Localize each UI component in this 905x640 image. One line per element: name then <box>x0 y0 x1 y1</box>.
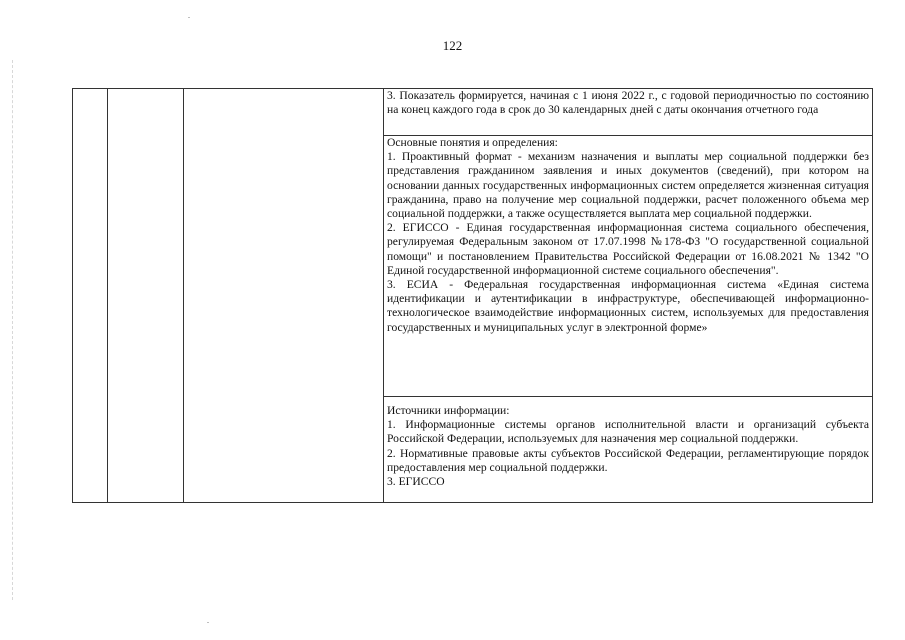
periodicity-text: 3. Показатель формируется, начиная с 1 июня 2022 г., с годовой периодичностью по состоянию на конец каждого года в срок до 30 календарных дней с даты окончания отчетного года <box>387 89 869 117</box>
table-cell-col2 <box>108 89 184 503</box>
page-number: 122 <box>442 38 463 53</box>
definitions-heading: Основные понятия и определения: <box>387 136 558 149</box>
table-cell-col1 <box>73 89 108 503</box>
source-item-systems: 1. Информационные системы органов исполнительной власти и организаций субъекта Российской Федерации, используемых для назначения мер социальной поддержки. <box>387 418 869 446</box>
sources-heading: Источники информации: <box>387 404 510 417</box>
source-item-legal-acts: 2. Нормативные правовые акты субъектов Российской Федерации, регламентирующие порядок предоставления мер социальной поддержки. <box>387 446 869 474</box>
scan-margin-marks <box>12 60 14 600</box>
source-item-egisso: 3. ЕГИССО <box>387 475 445 489</box>
table-cell-sources <box>384 397 873 503</box>
table-row <box>73 89 873 136</box>
scan-speck <box>188 17 190 18</box>
table-cell-periodicity <box>384 89 873 136</box>
indicator-table <box>72 88 873 503</box>
definition-item-esia: 3. ЕСИА - Федеральная государственная информационная система «Единая система идентификации и аутентификации в инфраструктуре, обеспечивающей информационно-технологическое взаимодействие информационных систем, используемых для предоставления государственных и муниципальных услуг в электронной форме» <box>387 278 869 334</box>
table-cell-col3 <box>184 89 384 503</box>
definition-item-egisso: 2. ЕГИССО - Единая государственная информационная система социального обеспечения, регулируемая Федеральным законом от 17.07.1998 №178-ФЗ "О государственной социальной помощи" и постановлением Правительства Российской Федерации от 16.08.2021 № 1342 "О Единой государственной информационной системе социального обеспечения". <box>387 221 869 277</box>
scan-speck <box>207 622 209 623</box>
table-cell-definitions <box>384 136 873 397</box>
definition-item-proactive: 1. Проактивный формат - механизм назначения и выплаты мер социальной поддержки без представления гражданином заявления и иных документов (сведений), при котором на основании данных государственных информационных систем определяется жизненная ситуация гражданина, право на получение мер социальной поддержки, расчет положенного объема мер социальной поддержки, а также осуществляется выплата мер социальной поддержки. <box>387 150 869 221</box>
